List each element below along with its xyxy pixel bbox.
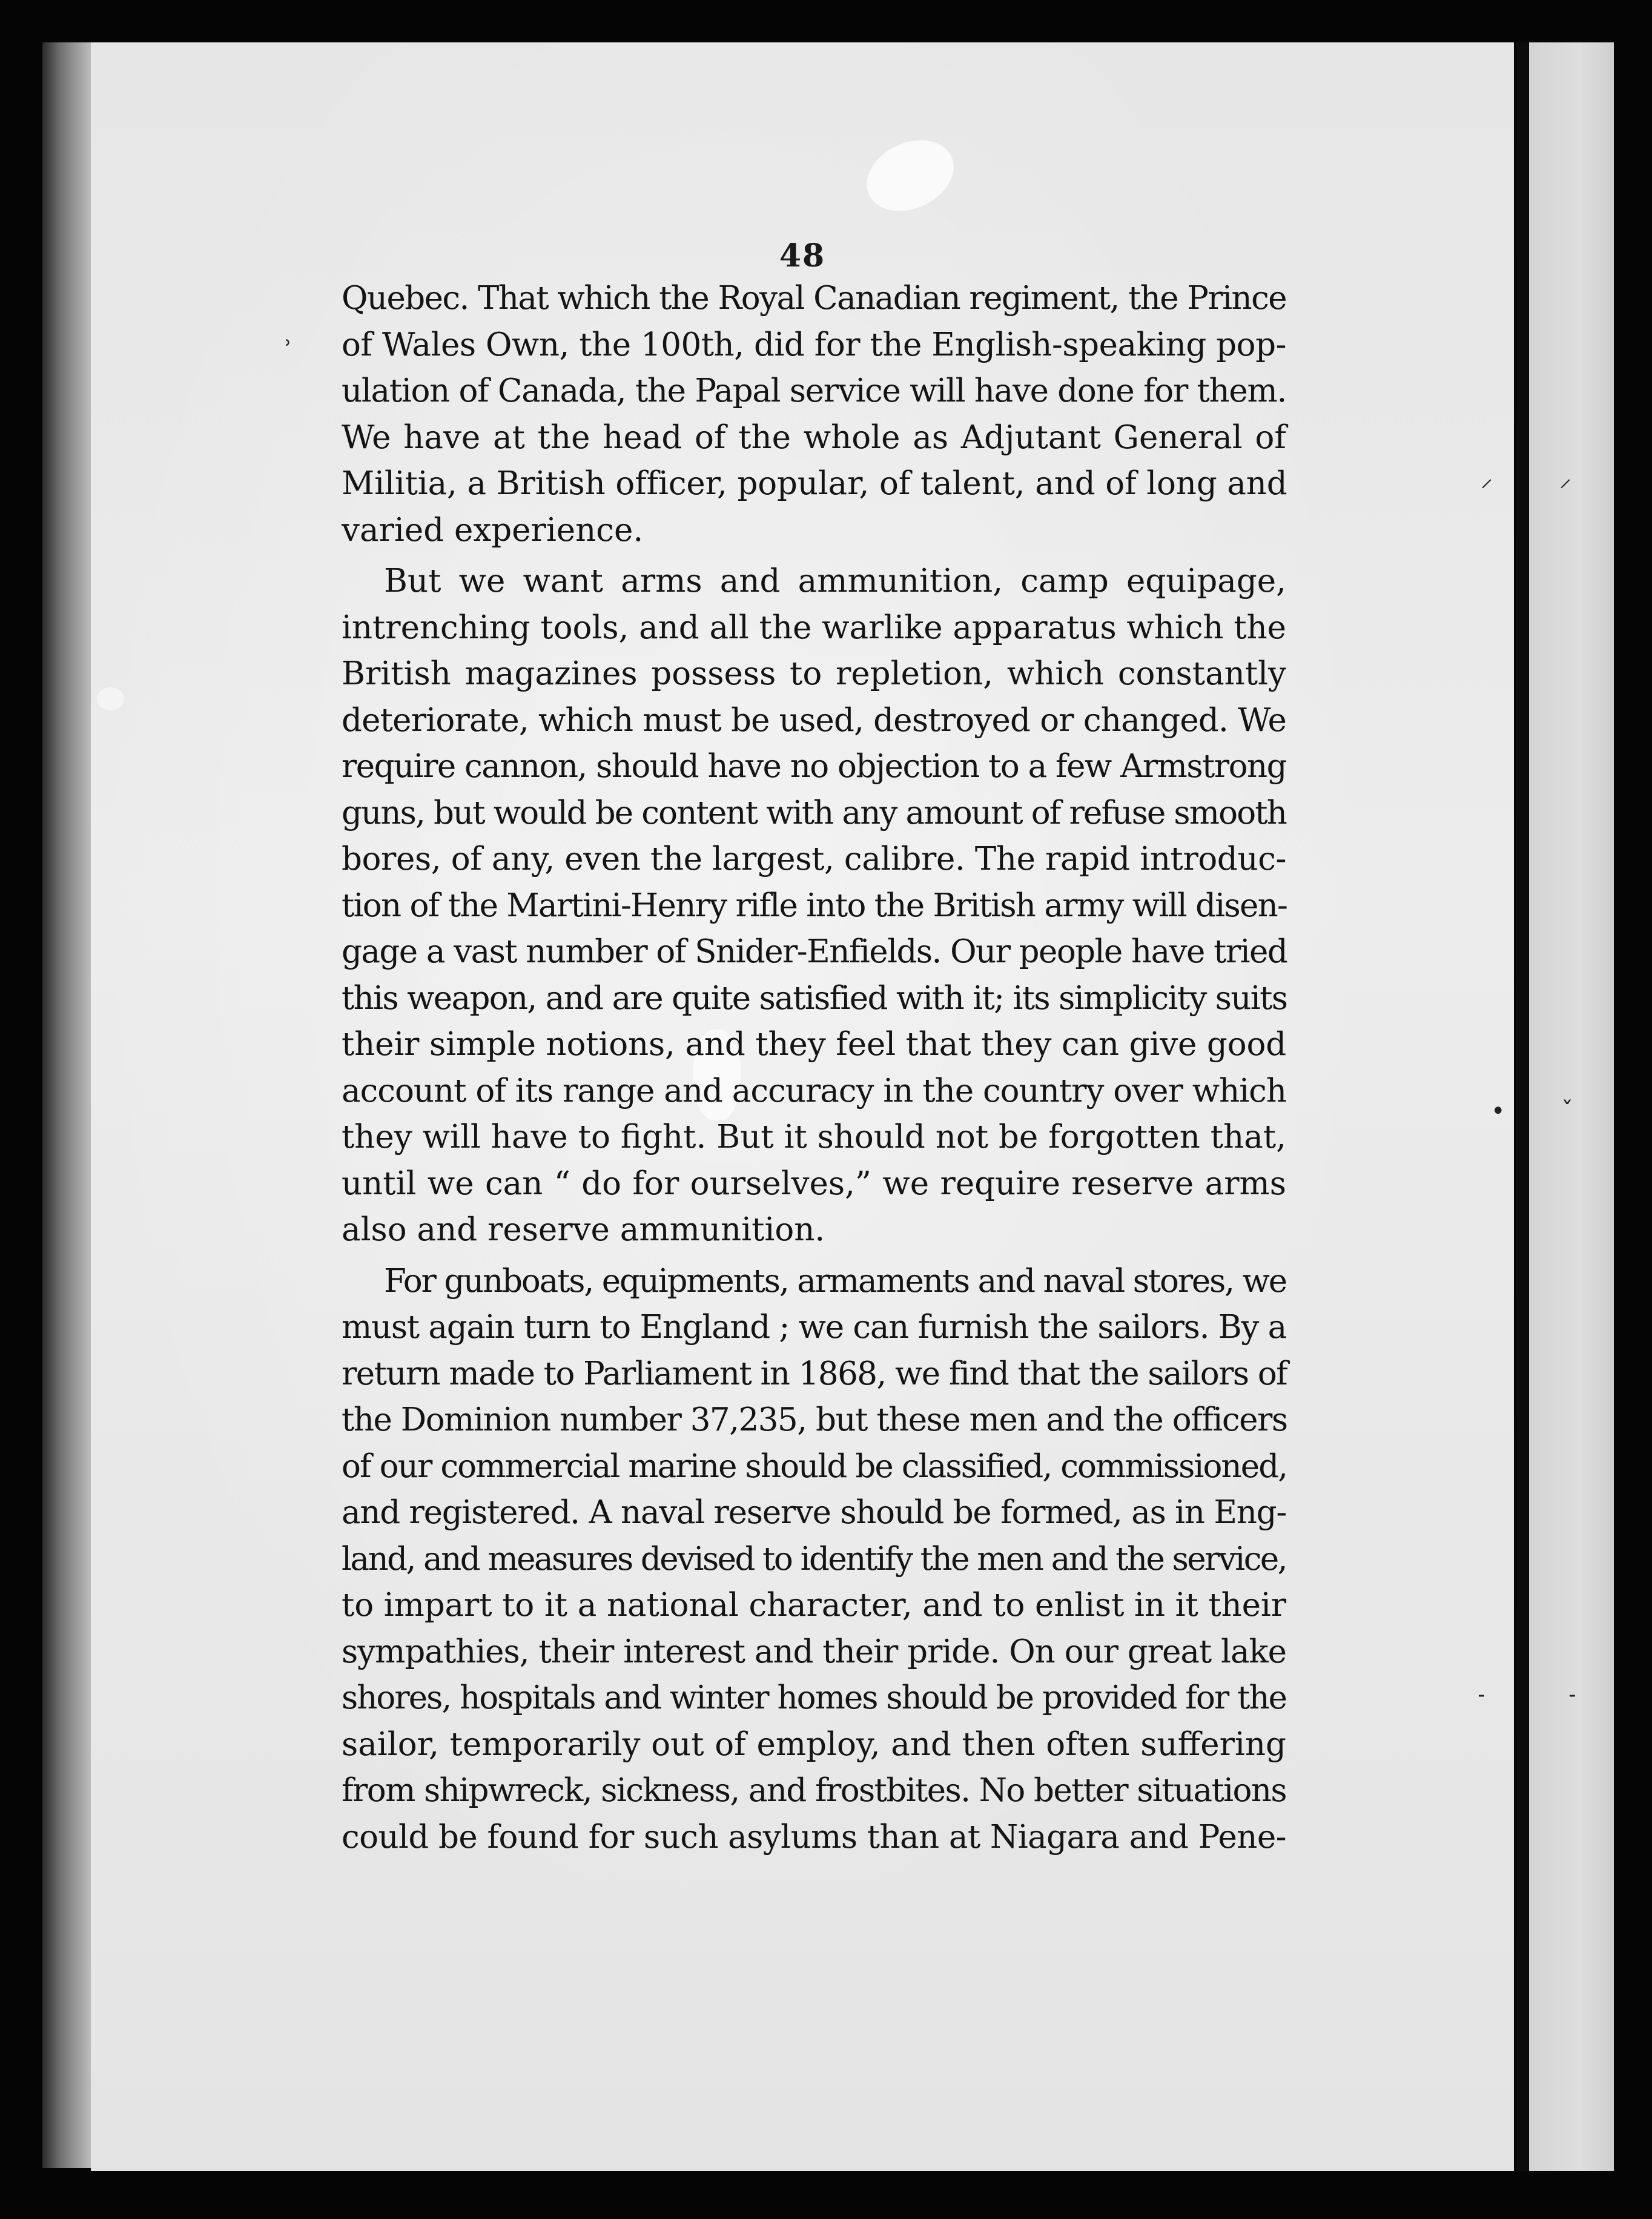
scan-speck: ⸝ [1559, 465, 1571, 492]
page-gutter [1516, 42, 1529, 2171]
text-line: also and reserve ammunition. [342, 1211, 825, 1248]
text-line: of Wales Own, the 100th, did for the English-speaking pop- [342, 326, 1286, 363]
scan-speck: • [1491, 1097, 1505, 1125]
text-line: require cannon, should have no objection to a few Armstrong [342, 748, 1286, 785]
scan-speck: ˗ [1478, 1681, 1485, 1708]
text-line: deteriorate, which must be used, destroyed or changed. We [342, 701, 1286, 739]
text-line: British magazines possess to repletion, which constantly [342, 655, 1286, 692]
text-line: Militia, a British officer, popular, of talent, and of long and [342, 465, 1287, 502]
scan-speck: ⸝ [1481, 465, 1493, 492]
text-line: sympathies, their interest and their pride. On our great lake [342, 1633, 1287, 1670]
text-line: return made to Parliament in 1868, we find that the sailors of [342, 1355, 1287, 1392]
text-line: land, and measures devised to identify the men and the service, [342, 1540, 1286, 1578]
text-line: varied experience. [342, 511, 644, 549]
scan-speck: ˗ [1568, 1681, 1576, 1708]
scan-speck: ˒ [285, 330, 292, 358]
text-line: Quebec. That which the Royal Canadian regiment, the Prince [342, 280, 1286, 317]
text-line: intrenching tools, and all the warlike apparatus which the [342, 609, 1286, 646]
text-line: and registered. A naval reserve should be formed, as in Eng- [342, 1494, 1286, 1531]
text-line: until we can “ do for ourselves,” we require reserve arms [342, 1165, 1286, 1202]
text-line: must again turn to England ; we can furnish the sailors. By a [342, 1309, 1286, 1346]
page-number: 48 [779, 237, 826, 274]
text-line: shores, hospitals and winter homes should be provided for the [342, 1679, 1287, 1716]
body-text [342, 276, 1286, 1865]
scan-speck: ˇ [1561, 1097, 1573, 1125]
text-line: to impart to it a national character, and to enlist in it their [342, 1587, 1286, 1624]
text-line: they will have to fight. But it should not be forgotten that, [342, 1119, 1286, 1156]
text-line: sailor, temporarily out of employ, and then often suffering [342, 1725, 1286, 1763]
text-line: But we want arms and ammunition, camp equipage, [384, 563, 1286, 600]
text-line: ulation of Canada, the Papal service will have done for them. [342, 372, 1287, 409]
text-line: guns, but would be content with any amount of refuse smooth [342, 794, 1286, 832]
text-line: this weapon, and are quite satisfied with it; its simplicity suits [342, 979, 1287, 1017]
text-line: account of its range and accuracy in the country over which [342, 1072, 1286, 1110]
paragraph [342, 558, 1286, 1254]
text-line: their simple notions, and they feel that they can give good [342, 1026, 1287, 1063]
text-line: We have at the head of the whole as Adjutant General of [342, 418, 1286, 456]
text-line: could be found for such asylums than at Niagara and Pene- [342, 1818, 1286, 1856]
paragraph [342, 276, 1286, 554]
text-line: gage a vast number of Snider-Enfields. Our people have tried [342, 933, 1287, 970]
text-line: For gunboats, equipments, armaments and naval stores, we [384, 1262, 1287, 1300]
text-line: bores, of any, even the largest, calibre. The rapid introduc- [342, 841, 1287, 878]
text-line: from shipwreck, sickness, and frostbites. No better situations [342, 1772, 1286, 1809]
text-line: tion of the Martini-Henry rifle into the British army will disen- [342, 887, 1287, 924]
scan-blemish [97, 687, 124, 710]
text-line: of our commercial marine should be classified, commissioned, [342, 1447, 1287, 1485]
book-binding [42, 42, 91, 2168]
text-line: the Dominion number 37,235, but these men and the officers [342, 1401, 1287, 1438]
paragraph [342, 1258, 1286, 1861]
